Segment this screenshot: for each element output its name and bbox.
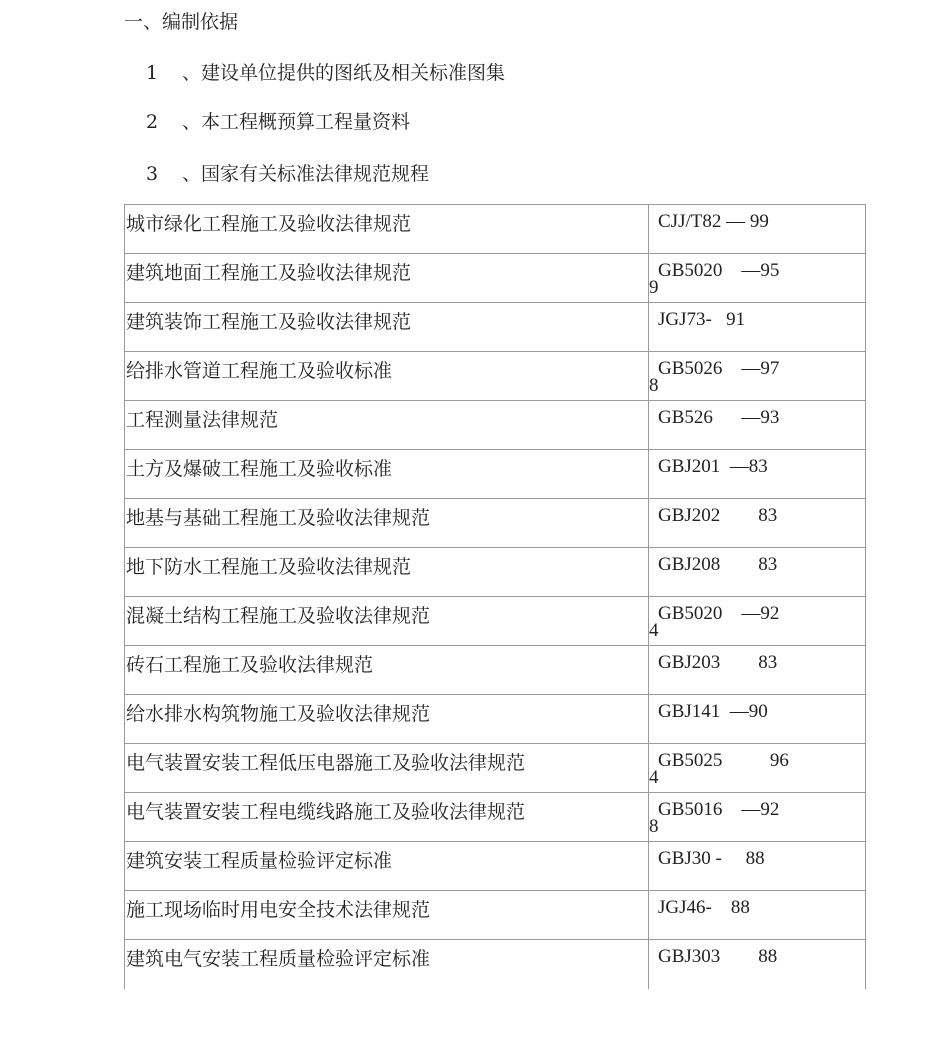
table-row — [125, 450, 866, 499]
standards-table-body — [125, 205, 866, 989]
item-number: 1 — [146, 62, 159, 84]
table-row — [125, 597, 866, 646]
standard-code-cell — [649, 254, 866, 303]
standard-code: GBJ203 83 — [658, 652, 778, 673]
standard-code: GB5025 96 — [658, 750, 789, 771]
standard-code-cell — [649, 646, 866, 695]
table-row — [125, 548, 866, 597]
item-number: 2 — [146, 111, 159, 133]
standard-name-cell: 砖石工程施工及验收法律规范 — [125, 646, 649, 695]
standard-name-cell: 城市绿化工程施工及验收法律规范 — [125, 205, 649, 254]
standard-code: JGJ46- 88 — [658, 897, 750, 918]
standard-name-cell: 建筑地面工程施工及验收法律规范 — [125, 254, 649, 303]
standard-code-cell — [649, 793, 866, 842]
table-row — [125, 646, 866, 695]
standard-code: GB5020 —92 — [658, 603, 780, 624]
standards-table — [124, 204, 866, 989]
table-row — [125, 891, 866, 940]
standard-code: GB5016 —92 — [658, 799, 780, 820]
table-row — [125, 744, 866, 793]
standard-code-cell — [649, 499, 866, 548]
standard-name-cell: 土方及爆破工程施工及验收标准 — [125, 450, 649, 499]
standard-name-cell: 建筑装饰工程施工及验收法律规范 — [125, 303, 649, 352]
standard-name-cell: 混凝土结构工程施工及验收法律规范 — [125, 597, 649, 646]
section-heading: 一、编制依据 — [124, 11, 239, 33]
table-row — [125, 254, 866, 303]
standard-code: GB526 —93 — [658, 407, 780, 428]
item-text: 、建设单位提供的图纸及相关标准图集 — [182, 62, 506, 84]
standard-code-wrap: 9 — [649, 277, 659, 298]
standard-code-cell — [649, 695, 866, 744]
basis-item-3 — [146, 162, 429, 186]
standard-code-cell — [649, 891, 866, 940]
standard-code: GBJ208 83 — [658, 554, 778, 575]
standard-code-wrap: 4 — [649, 767, 659, 788]
table-row — [125, 940, 866, 989]
standard-code-cell — [649, 548, 866, 597]
standard-code-cell — [649, 205, 866, 254]
standard-code-cell — [649, 744, 866, 793]
standard-name-cell: 地下防水工程施工及验收法律规范 — [125, 548, 649, 597]
standard-name-cell: 电气装置安装工程低压电器施工及验收法律规范 — [125, 744, 649, 793]
standard-name-cell: 工程测量法律规范 — [125, 401, 649, 450]
table-row — [125, 303, 866, 352]
table-row — [125, 352, 866, 401]
standard-code-cell — [649, 940, 866, 989]
standard-code: GBJ30 - 88 — [658, 848, 765, 869]
standard-name-cell: 施工现场临时用电安全技术法律规范 — [125, 891, 649, 940]
standard-name-cell: 给排水管道工程施工及验收标准 — [125, 352, 649, 401]
standard-code-wrap: 4 — [649, 620, 659, 641]
standard-code: GBJ201 —83 — [658, 456, 768, 477]
table-row — [125, 793, 866, 842]
standard-code-cell — [649, 303, 866, 352]
table-row — [125, 499, 866, 548]
standard-code-wrap: 8 — [649, 375, 659, 396]
standard-code-cell — [649, 450, 866, 499]
item-text: 、国家有关标准法律规范规程 — [182, 163, 430, 185]
standard-name-cell: 地基与基础工程施工及验收法律规范 — [125, 499, 649, 548]
table-row — [125, 205, 866, 254]
table-row — [125, 695, 866, 744]
standard-code-cell — [649, 401, 866, 450]
standard-code-cell — [649, 352, 866, 401]
standard-name-cell: 电气装置安装工程电缆线路施工及验收法律规范 — [125, 793, 649, 842]
standard-code: JGJ73- 91 — [658, 309, 746, 330]
standard-name-cell: 建筑电气安装工程质量检验评定标准 — [125, 940, 649, 989]
standard-code-wrap: 8 — [649, 816, 659, 837]
table-row — [125, 842, 866, 891]
standard-code: CJJ/T82 — 99 — [658, 211, 769, 232]
standard-code: GBJ303 88 — [658, 946, 778, 967]
basis-item-1 — [146, 61, 505, 85]
standard-code: GBJ141 —90 — [658, 701, 768, 722]
standard-code: GB5026 —97 — [658, 358, 780, 379]
standard-code: GBJ202 83 — [658, 505, 778, 526]
standard-code-cell — [649, 597, 866, 646]
table-row — [125, 401, 866, 450]
basis-item-2 — [146, 110, 410, 134]
item-number: 3 — [146, 163, 159, 185]
standard-name-cell: 给水排水构筑物施工及验收法律规范 — [125, 695, 649, 744]
item-text: 、本工程概预算工程量资料 — [182, 111, 411, 133]
standard-name-cell: 建筑安装工程质量检验评定标准 — [125, 842, 649, 891]
standard-code-cell — [649, 842, 866, 891]
standard-code: GB5020 —95 — [658, 260, 780, 281]
